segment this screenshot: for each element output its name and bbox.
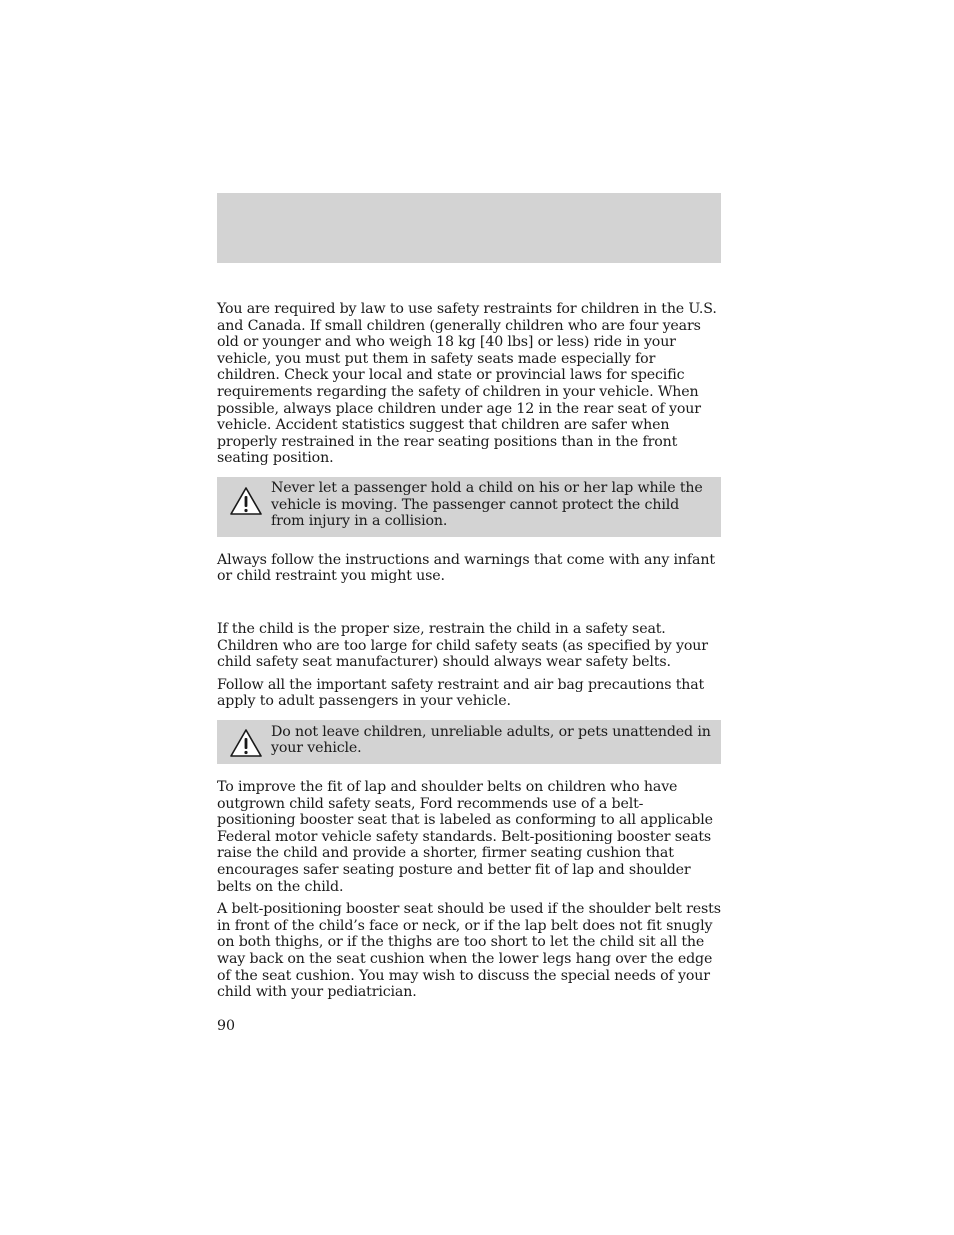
warning-box-unattended [217,720,721,764]
warning-text-unattended: Do not leave children, unreliable adults, or pets unattended in your vehicle. [271,723,711,757]
section-header-band [217,193,721,263]
paragraph-proper-size: If the child is the proper size, restrain the child in a safety seat. Children who are too large for child safety seats (as specified by your child safety seat manufacturer) should always wear safety belts. [217,620,708,671]
paragraph-law-requirements: You are required by law to use safety restraints for children in the U.S. and Canada. If small children (generally children who are four years old or younger and who weigh 18 kg [40 lbs] or less) ride in your vehicle, you must put them in safety seats made especially for children. Check your local and state or provincial laws for specific requirements regarding the safety of children in your vehicle. When possible, always place children under age 12 in the rear seat of your vehicle. Accident statistics suggest that children are safer when properly restrained in the rear seating positions than in the front seating position. [217,301,717,467]
paragraph-booster-recommendation: To improve the fit of lap and shoulder belts on children who have outgrown child safety seats, Ford recommends use of a belt-positioning booster seat that is labeled as conforming to all applicable Federal motor vehicle safety standards. Belt-positioning booster seats raise the child and provide a shorter, firmer seating cushion that encourages safer seating posture and better fit of lap and shoulder belts on the child. [217,779,713,895]
page-number: 90 [217,1017,236,1034]
paragraph-booster-usage: A belt-positioning booster seat should be used if the shoulder belt rests in front of the child’s face or neck, or if the lap belt does not fit snugly on both thighs, or if the thighs are too short to let the child sit all the way back on the seat cushion when the lower legs hang over the edge of the seat cushion. You may wish to discuss the special needs of your child with your pediatrician. [217,901,721,1001]
warning-text-lap: Never let a passenger hold a child on his or her lap while the vehicle is moving. The passenger cannot protect the child from injury in a collision. [271,479,703,530]
warning-triangle-icon [229,728,263,758]
paragraph-adult-precautions: Follow all the important safety restraint and air bag precautions that apply to adult passengers in your vehicle. [217,676,705,710]
page-content [217,301,721,1034]
paragraph-follow-instructions: Always follow the instructions and warnings that come with any infant or child restraint you might use. [217,551,715,585]
warning-box-lap [217,477,721,537]
warning-triangle-icon [229,486,263,516]
